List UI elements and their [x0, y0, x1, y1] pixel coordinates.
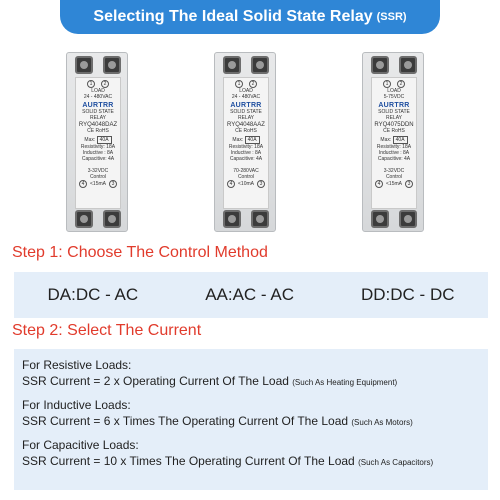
terminal-screw-2 [103, 56, 121, 74]
relay-control-voltage: 3-32VDC [87, 168, 109, 174]
relay-label-panel: 1 2 LOAD 24 - 480VAC AURTRR SOLID STATE RELAY RYQ4048DAZ CE RoHS Max: 40A Resistivity: 18A Inductive : 8A Capacitive: 4A 3-32VDC Control 4 <15mA 3 [75, 77, 121, 209]
capacitive-note: (Such As Capacitors) [358, 458, 434, 467]
terminal-screw-4 [75, 210, 93, 228]
relay-load-voltage: 24 - 480VAC [83, 94, 113, 100]
title-banner [60, 0, 440, 34]
inductive-formula [22, 414, 480, 428]
method-dd: DD:DC - DC [361, 285, 455, 304]
capacitive-formula [22, 454, 480, 468]
terminal-screw-2 [399, 56, 417, 74]
relay-control-voltage: 3-32VDC [383, 168, 405, 174]
current-selection-box [14, 349, 488, 490]
relay-model: RYQ4075DDN [374, 122, 414, 128]
terminal-screw-4 [223, 210, 241, 228]
relay-control-label: Control [385, 174, 403, 180]
control-methods-bar [14, 272, 488, 318]
relay-capacitive: Capacitive: 4A [229, 156, 263, 162]
relay-control-voltage: 70-280VAC [233, 168, 259, 174]
relay-load-voltage: 24 - 480VAC [231, 94, 261, 100]
relay-current: <15mA [386, 181, 402, 187]
relay-model: RYQ4048DAZ [78, 122, 118, 128]
relay-image-da [66, 52, 128, 232]
relay-label-panel: 1 2 LOAD 5-75VDC AURTRR SOLID STATE RELAY RYQ4075DDN CE RoHS Max: 40A Resistivity: 18A Inductive : 8A Capacitive: 4A 3-32VDC Control 4 <15mA 3 [371, 77, 417, 209]
resistive-note: (Such As Heating Equipment) [292, 378, 398, 387]
relay-load-voltage: 5-75VDC [383, 94, 405, 100]
banner-title: Selecting The Ideal Solid State Relay [93, 8, 373, 25]
relay-model: RYQ4048AAZ [227, 122, 265, 128]
method-da: DA:DC - AC [47, 285, 139, 304]
relay-subtitle: SOLID STATE RELAY [82, 109, 114, 121]
inductive-formula-text: SSR Current = 6 x Times The Operating Current Of The Load [22, 414, 349, 428]
relay-load-label: LOAD [91, 88, 105, 94]
terminal-screw-3 [103, 210, 121, 228]
terminal-screw-1 [371, 56, 389, 74]
step2-heading: Step 2: Select The Current [12, 322, 202, 339]
terminal-screw-2 [251, 56, 269, 74]
relay-resistivity: Resistivity: 18A [376, 144, 412, 150]
relay-brand: AURTRR [230, 102, 262, 109]
relay-cert: CE RoHS [383, 128, 405, 134]
relay-current: <15mA [90, 181, 106, 187]
resistive-formula-text: SSR Current = 2 x Operating Current Of The Load [22, 374, 289, 388]
capacitive-heading: For Capacitive Loads: [22, 438, 139, 452]
relay-current: <10mA [238, 181, 254, 187]
relay-max: 40A [393, 136, 408, 144]
relay-resistivity: Resistivity: 18A [80, 144, 116, 150]
relay-inductive: Inductive : 8A [230, 150, 262, 156]
terminal-screw-1 [75, 56, 93, 74]
relay-capacitive: Capacitive: 4A [81, 156, 115, 162]
method-aa: AA:AC - AC [205, 285, 294, 304]
inductive-heading: For Inductive Loads: [22, 398, 131, 412]
relay-cert: CE RoHS [235, 128, 257, 134]
relay-subtitle: SOLID STATE RELAY [230, 109, 262, 121]
resistive-formula [22, 374, 480, 388]
terminal-screw-3 [251, 210, 269, 228]
relay-label-panel: 1 2 LOAD 24 - 480VAC AURTRR SOLID STATE RELAY RYQ4048AAZ CE RoHS Max: 40A Resistivity: 18A Inductive : 8A Capacitive: 4A 70-280VAC Control 4 <10mA 3 [223, 77, 269, 209]
capacitive-formula-text: SSR Current = 10 x Times The Operating Current Of The Load [22, 454, 355, 468]
relay-resistivity: Resistivity: 18A [228, 144, 264, 150]
relay-brand: AURTRR [82, 102, 114, 109]
relay-max: 40A [245, 136, 260, 144]
relay-image-aa [214, 52, 276, 232]
terminal-screw-1 [223, 56, 241, 74]
relay-capacitive: Capacitive: 4A [377, 156, 411, 162]
inductive-note: (Such As Motors) [351, 418, 413, 427]
relay-brand: AURTRR [378, 102, 410, 109]
banner-suffix: (SSR) [376, 11, 407, 23]
relay-load-label: LOAD [239, 88, 253, 94]
relay-inductive: Inductive : 8A [378, 150, 410, 156]
relay-load-label: LOAD [387, 88, 401, 94]
relay-subtitle: SOLID STATE RELAY [378, 109, 410, 121]
terminal-screw-3 [399, 210, 417, 228]
resistive-heading: For Resistive Loads: [22, 358, 132, 372]
relay-max: 40A [97, 136, 112, 144]
relay-control-label: Control [89, 174, 107, 180]
relay-inductive: Inductive : 8A [82, 150, 114, 156]
terminal-screw-4 [371, 210, 389, 228]
relay-cert: CE RoHS [87, 128, 109, 134]
step1-heading: Step 1: Choose The Control Method [12, 244, 268, 261]
relay-image-dd [362, 52, 424, 232]
relay-control-label: Control [237, 174, 255, 180]
